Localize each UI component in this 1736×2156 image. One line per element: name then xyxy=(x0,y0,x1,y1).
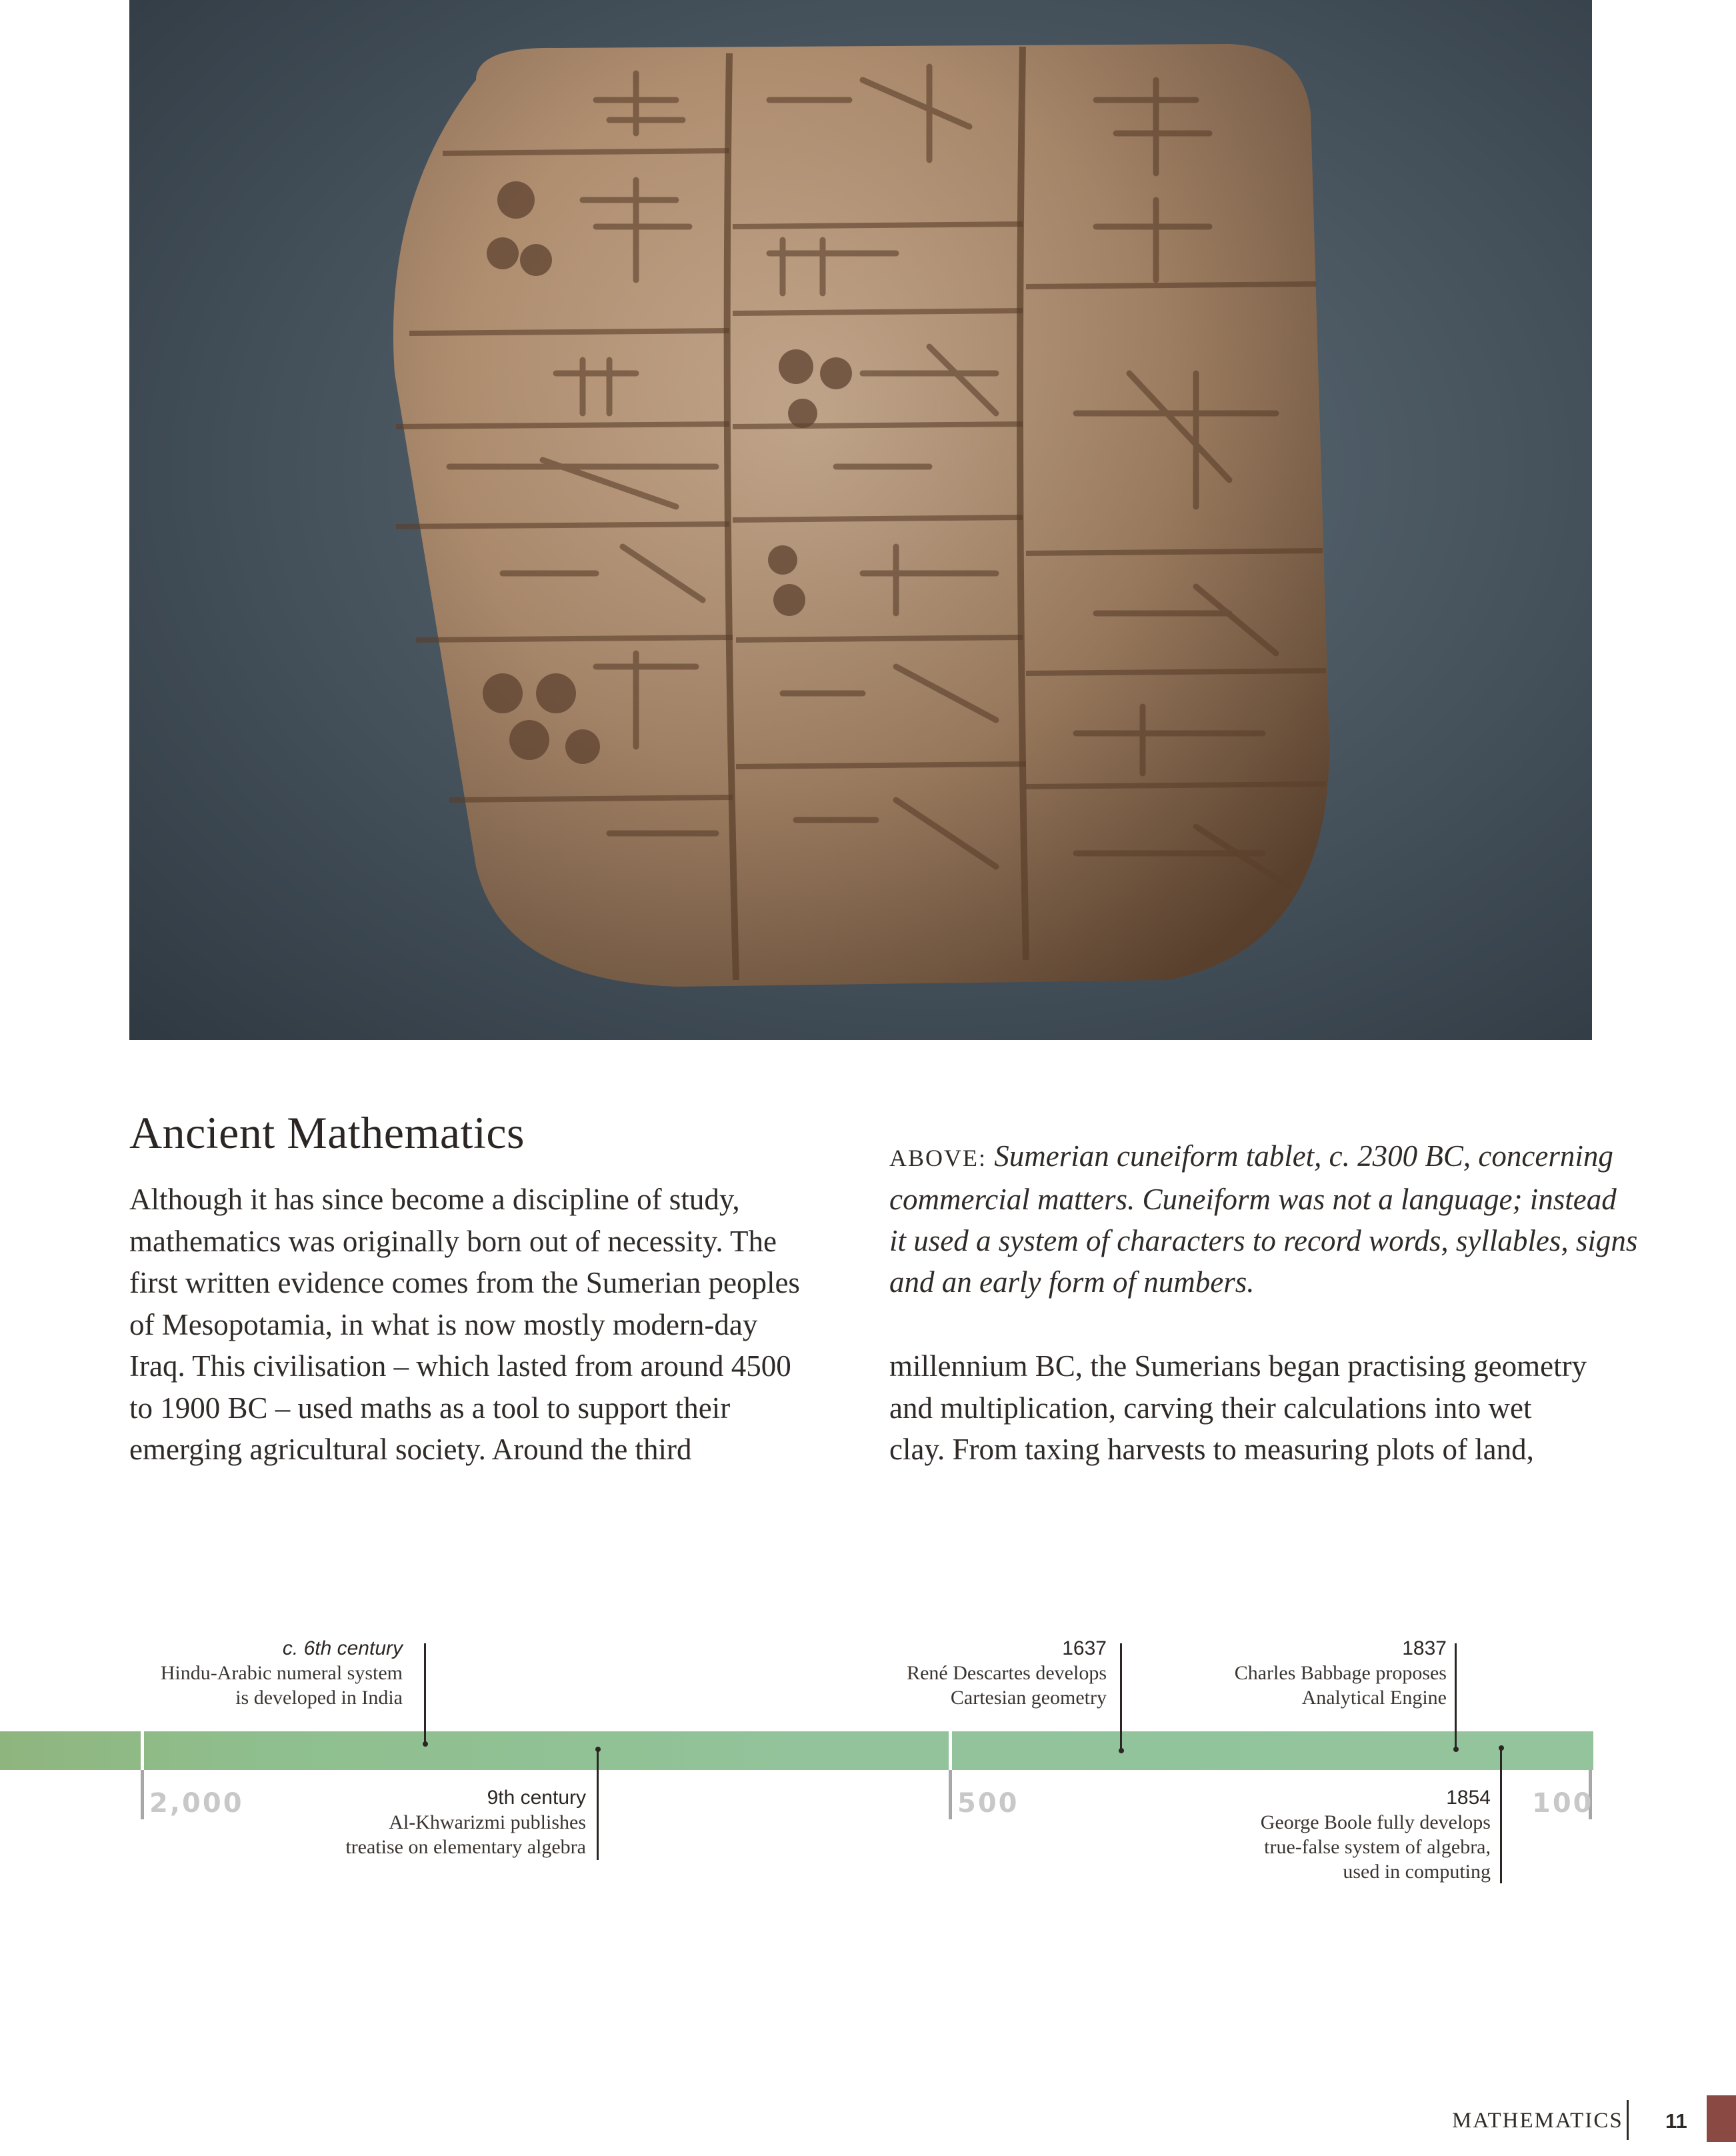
body-column-left xyxy=(129,1179,816,1471)
caption-line: it used a system of characters to record words, syllables, signs xyxy=(889,1224,1638,1257)
caption-line: commercial matters. Cuneiform was not a language; instead xyxy=(889,1183,1617,1216)
body-line: first written evidence comes from the Sumerian peoples xyxy=(129,1266,800,1299)
event-connector xyxy=(424,1643,426,1743)
scale-tick xyxy=(949,1770,952,1819)
timeline-event xyxy=(907,1636,1107,1710)
body-column-right xyxy=(889,1345,1596,1471)
body-line: emerging agricultural society. Around the third xyxy=(129,1433,692,1466)
event-text: Hindu-Arabic numeral system xyxy=(160,1662,403,1684)
caption-lead: ABOVE: xyxy=(889,1145,987,1171)
article-heading: Ancient Mathematics xyxy=(129,1107,525,1158)
body-line: mathematics was originally born out of necessity. The xyxy=(129,1224,777,1258)
event-text: Cartesian geometry xyxy=(950,1687,1107,1709)
body-line: clay. From taxing harvests to measuring plots of land, xyxy=(889,1433,1534,1466)
event-date: 1854 xyxy=(1446,1787,1491,1809)
event-text: treatise on elementary algebra xyxy=(345,1836,586,1858)
event-marker xyxy=(1499,1745,1504,1751)
body-line: Iraq. This civilisation – which lasted from around 4500 xyxy=(129,1349,791,1383)
timeline-event xyxy=(1261,1785,1491,1884)
cuneiform-tablet-image xyxy=(129,0,1592,1040)
timeline-band xyxy=(0,1731,1593,1770)
page-number: 11 xyxy=(1665,2109,1687,2133)
event-date: c. 6th century xyxy=(282,1637,403,1659)
page-tab-marker xyxy=(1707,2095,1736,2142)
body-line: millennium BC, the Sumerians began practising geometry xyxy=(889,1349,1587,1383)
caption-line: Sumerian cuneiform tablet, c. 2300 BC, concerning xyxy=(994,1139,1613,1173)
event-text: Al-Khwarizmi publishes xyxy=(389,1811,586,1833)
timeline-event xyxy=(1235,1636,1447,1710)
event-connector xyxy=(597,1750,599,1860)
band-divider xyxy=(949,1731,952,1770)
caption-line: and an early form of numbers. xyxy=(889,1265,1255,1299)
footer-divider xyxy=(1627,2100,1629,2140)
event-date: 9th century xyxy=(487,1787,586,1809)
band-divider xyxy=(141,1731,144,1770)
event-marker xyxy=(423,1741,428,1747)
event-marker xyxy=(595,1747,601,1752)
event-text: used in computing xyxy=(1343,1861,1491,1883)
body-line: and multiplication, carving their calculations into wet xyxy=(889,1391,1532,1425)
timeline-event xyxy=(161,1636,403,1710)
event-text: Analytical Engine xyxy=(1301,1687,1447,1709)
timeline-event xyxy=(345,1785,586,1859)
scale-label: 100 xyxy=(1532,1788,1594,1819)
event-text: true-false system of algebra, xyxy=(1264,1836,1491,1858)
scale-tick xyxy=(141,1770,144,1819)
event-marker xyxy=(1119,1748,1124,1753)
event-text: George Boole fully develops xyxy=(1260,1811,1491,1833)
body-line: of Mesopotamia, in what is now mostly modern-day xyxy=(129,1307,758,1341)
scale-label: 500 xyxy=(957,1788,1019,1819)
event-date: 1837 xyxy=(1402,1637,1447,1659)
event-connector xyxy=(1500,1747,1502,1883)
event-date: 1637 xyxy=(1062,1637,1107,1659)
tablet-photo xyxy=(129,0,1592,1040)
scale-label: 2,000 xyxy=(149,1788,244,1819)
event-text: Charles Babbage proposes xyxy=(1234,1662,1447,1684)
event-connector xyxy=(1455,1643,1457,1750)
footer-section-title: MATHEMATICS xyxy=(1452,2109,1623,2133)
body-line: Although it has since become a discipline of study, xyxy=(129,1183,740,1216)
photo-caption xyxy=(889,1135,1638,1303)
event-marker xyxy=(1453,1747,1459,1752)
event-text: René Descartes develops xyxy=(907,1662,1107,1684)
body-line: to 1900 BC – used maths as a tool to support their xyxy=(129,1391,731,1425)
event-text: is developed in India xyxy=(235,1687,403,1709)
event-connector xyxy=(1120,1643,1122,1751)
